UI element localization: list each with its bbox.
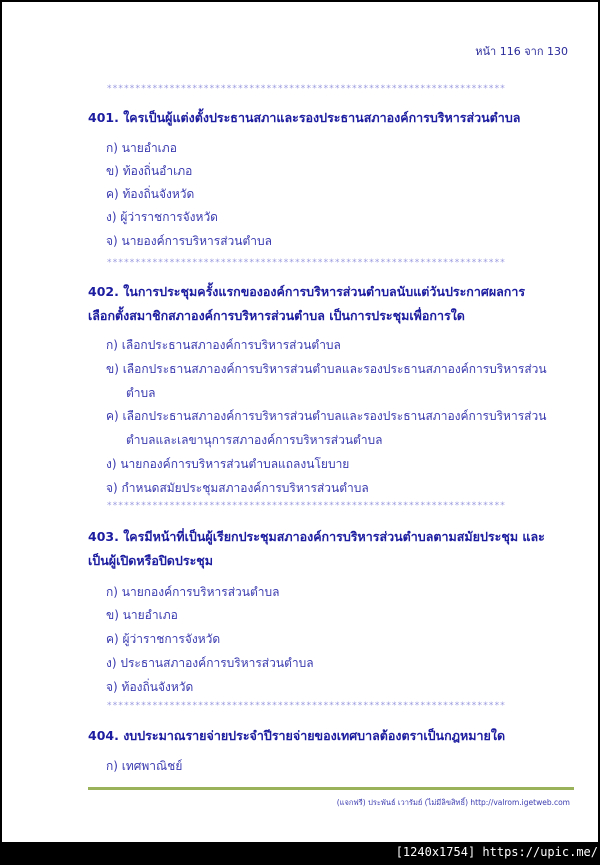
option: ข) ท้องถิ่นอำเภอ <box>106 164 193 178</box>
option: ก) นายกองค์การบริหารส่วนตำบล <box>106 585 280 599</box>
option: จ) กำหนดสมัยประชุมสภาองค์การบริหารส่วนตำบล <box>106 481 369 495</box>
question-402-line2: เลือกตั้งสมาชิกสภาองค์การบริหารส่วนตำบล เป็นการประชุมเพื่อการใด <box>88 308 465 323</box>
option-continuation: ตำบลและเลขานุการสภาองค์การบริหารส่วนตำบล <box>126 433 383 447</box>
option: ค) เลือกประธานสภาองค์การบริหารส่วนตำบลและรองประธานสภาองค์การบริหารส่วน <box>106 409 547 423</box>
footer-credit: (แจกฟรี) ประพันธ์ เวารัมย์ (ไม่มีลิขสิทธิ์) http://valrom.igetweb.com <box>336 798 570 807</box>
image-watermark: [1240x1754] https://upic.me/ <box>395 845 598 859</box>
document-page <box>2 2 598 842</box>
option: ก) นายอำเภอ <box>106 141 177 155</box>
option: ก) เทศพาณิชย์ <box>106 759 183 773</box>
question-401: 401. ใครเป็นผู้แต่งตั้งประธานสภาและรองประธานสภาองค์การบริหารส่วนตำบล <box>88 110 521 125</box>
separator: ********************************************************************** <box>107 701 506 711</box>
separator: ********************************************************************** <box>107 501 506 511</box>
footer-rule <box>88 787 574 790</box>
option: ค) ผู้ว่าราชการจังหวัด <box>106 632 221 646</box>
separator: ********************************************************************** <box>107 84 506 94</box>
question-404: 404. งบประมาณรายจ่ายประจำปีรายจ่ายของเทศบาลต้องตราเป็นกฎหมายใด <box>88 728 506 743</box>
separator: ********************************************************************** <box>107 258 506 268</box>
option: ง) ประธานสภาองค์การบริหารส่วนตำบล <box>106 656 314 670</box>
option: ข) นายอำเภอ <box>106 608 178 622</box>
page-number: หน้า 116 จาก 130 <box>475 45 568 58</box>
option: จ) นายองค์การบริหารส่วนตำบล <box>106 234 272 248</box>
option: ข) เลือกประธานสภาองค์การบริหารส่วนตำบลและรองประธานสภาองค์การบริหารส่วน <box>106 362 547 376</box>
option: จ) ท้องถิ่นจังหวัด <box>106 680 194 694</box>
option-continuation: ตำบล <box>126 386 156 400</box>
option: ก) เลือกประธานสภาองค์การบริหารส่วนตำบล <box>106 338 341 352</box>
option: ค) ท้องถิ่นจังหวัด <box>106 187 195 201</box>
question-403-line2: เป็นผู้เปิดหรือปิดประชุม <box>88 553 213 568</box>
question-403: 403. ใครมีหน้าที่เป็นผู้เรียกประชุมสภาองค์การบริหารส่วนตำบลตามสมัยประชุม และ <box>88 529 545 544</box>
option: ง) นายกองค์การบริหารส่วนตำบลแถลงนโยบาย <box>106 457 350 471</box>
question-402: 402. ในการประชุมครั้งแรกขององค์การบริหารส่วนตำบลนับแต่วันประกาศผลการ <box>88 284 526 299</box>
option: ง) ผู้ว่าราชการจังหวัด <box>106 210 218 224</box>
